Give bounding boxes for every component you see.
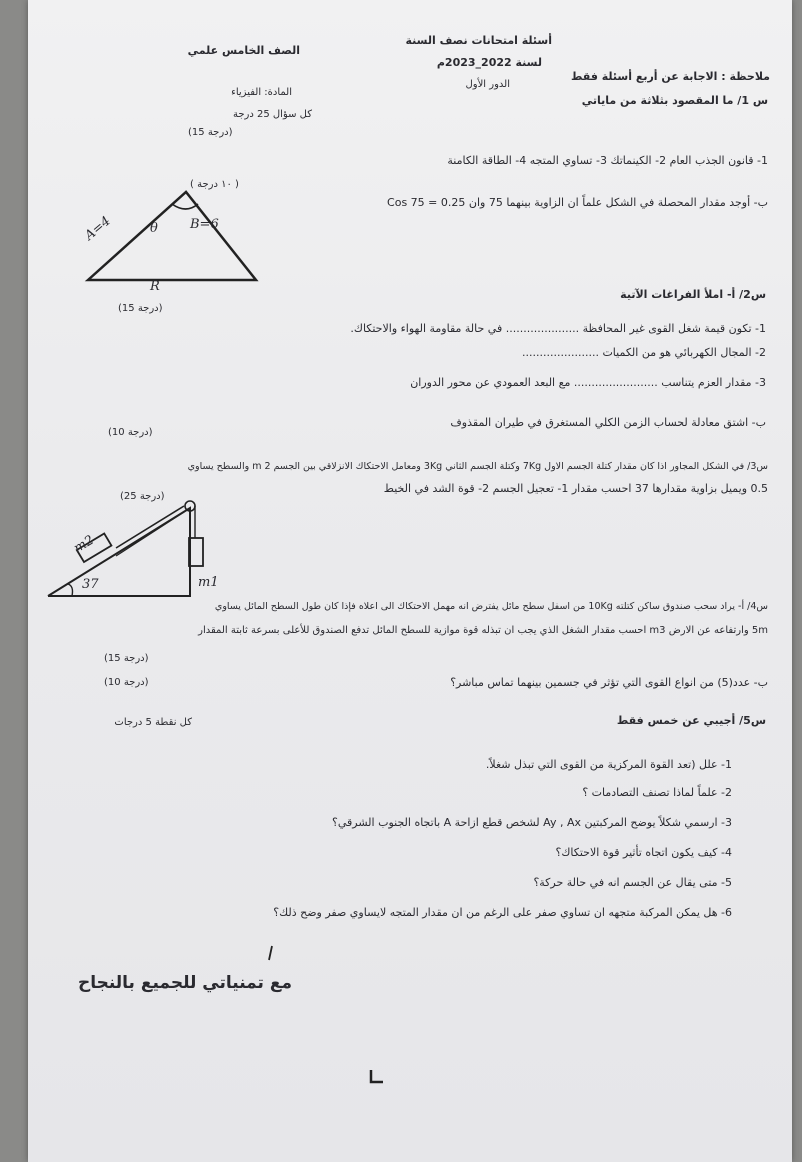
- q3-line-1: س3/ في الشكل المجاور اذا كان مقدار كتلة الجسم الاول 7Kg وكتلة الجسم الثاني 3Kg ومعامل الاحتكاك الانزلاقي بين الجسم 2 m والسطح يساوي: [187, 461, 768, 472]
- q2-line-3: 3- مقدار العزم يتناسب ........................ مع البعد العمودي عن محور الدوران: [410, 376, 766, 389]
- marks-each-label: كل سؤال 25 درجة: [232, 109, 312, 120]
- q2-title: س2/ أ- املأ الفراغات الآتية: [620, 288, 766, 301]
- angle-37-label: 37: [82, 577, 99, 592]
- m1-label: m1: [198, 575, 219, 590]
- q1-part-b: ب- أوجد مقدار المحصلة في الشكل علماً ان الزاوية بينهما 75 وان Cos 75 = 0.25: [387, 196, 768, 209]
- closing-text: مع تمنياتي للجميع بالنجاح: [77, 973, 292, 993]
- q5-item-3: 3- ارسمي شكلاً يوضح المركبتين Ay , Ax لشخص قطع ازاحة A باتجاه الجنوب الشرقي؟: [332, 816, 732, 829]
- vector-b-label: B=6: [190, 217, 219, 232]
- q1-marks-a: (15 درجة): [188, 127, 233, 138]
- subject-label: المادة: الفيزياء: [231, 87, 292, 98]
- q2-line-2: 2- المجال الكهربائي هو من الكميات ......................: [522, 346, 766, 359]
- q5-marks: كل نقطة 5 درجات: [114, 717, 192, 728]
- q3-line-2: 0.5 ويميل بزاوية مقدارها 37 احسب مقدار 1- تعجيل الجسم 2- قوة الشد في الخيط: [383, 482, 768, 495]
- pen-tick: [266, 944, 276, 964]
- resultant-label: R: [150, 279, 160, 294]
- q4-marks-b: (10 درجة): [104, 677, 149, 688]
- q1-title: س 1/ ما المقصود بثلاثة من ماياتي: [581, 94, 768, 107]
- q3-marks: (25 درجة): [120, 491, 165, 502]
- grade-label: الصف الخامس علمي: [187, 44, 300, 57]
- q5-item-1: 1- علل (تعد القوة المركزية من القوى التي تبذل شغلاً.: [485, 758, 732, 771]
- q4-line-1: س4/ أ- يراد سحب صندوق ساكن كتلته 10Kg من اسفل سطح مائل يفترض انه مهمل الاحتكاك الى اعلاه فإذا كان طول السطح المائل يساوي: [214, 601, 768, 612]
- q5-item-2: 2- علماً لماذا تصنف التصادمات ؟: [582, 786, 732, 799]
- q5-item-4: 4- كيف يكون اتجاه تأثير قوة الاحتكاك؟: [555, 846, 732, 859]
- q4-marks-a: (15 درجة): [104, 653, 149, 664]
- q5-item-5: 5- متى يقال عن الجسم انه في حالة حركة؟: [533, 876, 732, 889]
- q4-line-2: 5m وارتفاعه عن الارض m3 احسب مقدار الشغل الذي يجب ان تبذله قوة موازية للسطح المائل تدفع الصندوق للأعلى بسرعة ثابتة المقدار: [198, 625, 768, 636]
- incline-figure: [44, 498, 214, 608]
- rope-incline: [116, 506, 184, 548]
- m2-label: m2: [71, 532, 97, 557]
- q1-marks-b: ( ١٠ درجة ): [190, 179, 239, 190]
- rope-incline-2: [116, 512, 184, 556]
- q4-part-b: ب- عدد(5) من انواع القوى التي تؤثر في جسمين بينهما تماس مباشر؟: [450, 676, 768, 689]
- exam-title: أسئلة امتحانات نصف السنة: [405, 34, 552, 47]
- q5-title: س5/ أجيبي عن خمس فقط: [616, 714, 766, 727]
- angle-arc: [172, 204, 198, 209]
- exam-paper: [28, 0, 792, 1162]
- q1-marks-c: (15 درجة): [118, 303, 163, 314]
- q2-line-1: 1- تكون قيمة شغل القوى غير المحافظة ..................... في حالة مقاومة الهواء والاحتكاك.: [350, 322, 766, 335]
- q2-part-b: ب- اشتق معادلة لحساب الزمن الكلي المستغرق في طيران المقذوف: [450, 416, 766, 429]
- q2-marks-b: (10 درجة): [108, 427, 153, 438]
- q1-items: 1- قانون الجذب العام 2- الكينماتك 3- تساوي المتجه 4- الطاقة الكامنة: [447, 154, 768, 167]
- exam-round: الدور الأول: [465, 79, 510, 90]
- pen-mark: [368, 1068, 388, 1088]
- triangle-shape: [88, 192, 256, 280]
- q5-item-6: 6- هل يمكن المركبة متجهه ان تساوي صفر على الرغم من ان مقدار المتجه لايساوي صفر وضح ذلك؟: [273, 906, 732, 919]
- angle-arc-37: [68, 584, 73, 596]
- theta-label: θ: [150, 221, 158, 236]
- exam-year: لسنة 2022_2023م: [436, 56, 542, 69]
- vector-a-label: A=4: [82, 213, 114, 244]
- note-text: ملاحظة : الاجابة عن أربع أسئلة فقط: [571, 70, 770, 83]
- block-m1: [189, 538, 203, 566]
